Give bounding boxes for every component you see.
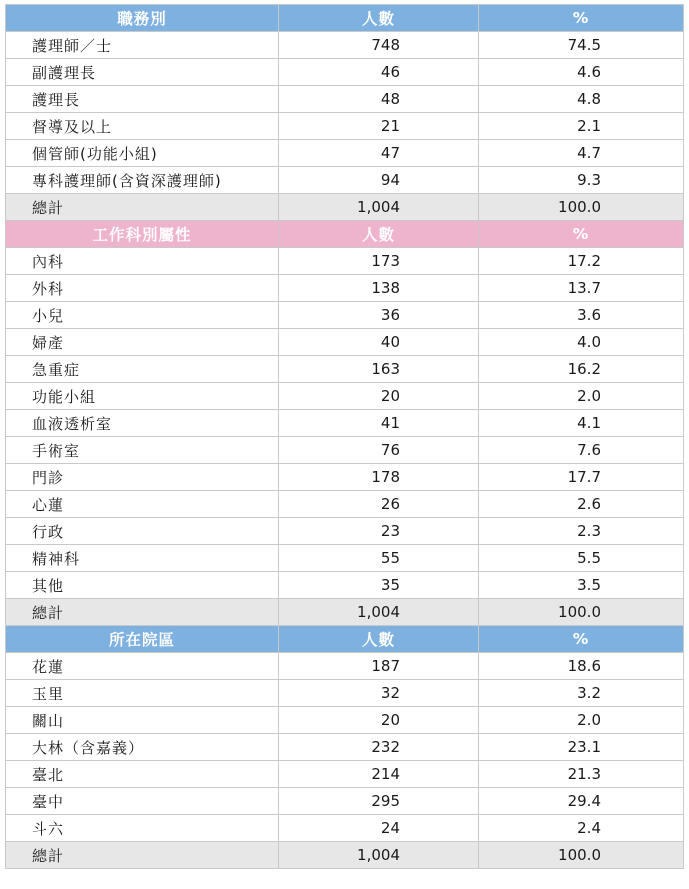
row-percent: 13.7 <box>479 275 684 302</box>
row-percent: 2.0 <box>479 383 684 410</box>
row-count: 138 <box>279 275 479 302</box>
total-percent: 100.0 <box>479 599 684 626</box>
row-percent: 16.2 <box>479 356 684 383</box>
table-row <box>6 302 684 329</box>
row-count: 35 <box>279 572 479 599</box>
table-row <box>6 788 684 815</box>
table-row <box>6 437 684 464</box>
count-header: 人數 <box>279 221 479 248</box>
row-percent: 2.4 <box>479 815 684 842</box>
row-percent: 3.6 <box>479 302 684 329</box>
row-percent: 4.7 <box>479 140 684 167</box>
section-campus <box>6 626 684 869</box>
table-row <box>6 734 684 761</box>
row-count: 48 <box>279 86 479 113</box>
row-count: 41 <box>279 410 479 437</box>
table-row <box>6 464 684 491</box>
row-count: 163 <box>279 356 479 383</box>
section-department <box>6 221 684 626</box>
table-row <box>6 491 684 518</box>
row-count: 173 <box>279 248 479 275</box>
total-label: 總計 <box>6 599 279 626</box>
count-header: 人數 <box>279 626 479 653</box>
row-count: 20 <box>279 383 479 410</box>
table-row <box>6 32 684 59</box>
row-count: 20 <box>279 707 479 734</box>
table-row <box>6 86 684 113</box>
section-job-title <box>6 5 684 221</box>
category-header: 職務別 <box>6 5 279 32</box>
row-label: 外科 <box>6 275 279 302</box>
total-label: 總計 <box>6 194 279 221</box>
row-percent: 21.3 <box>479 761 684 788</box>
row-label: 關山 <box>6 707 279 734</box>
total-row <box>6 194 684 221</box>
row-percent: 4.6 <box>479 59 684 86</box>
row-label: 護理師／士 <box>6 32 279 59</box>
row-label: 血液透析室 <box>6 410 279 437</box>
row-percent: 29.4 <box>479 788 684 815</box>
row-label: 精神科 <box>6 545 279 572</box>
row-label: 護理長 <box>6 86 279 113</box>
table-row <box>6 356 684 383</box>
table-row <box>6 248 684 275</box>
row-percent: 2.0 <box>479 707 684 734</box>
section-header <box>6 626 684 653</box>
row-percent: 7.6 <box>479 437 684 464</box>
section-header <box>6 5 684 32</box>
row-percent: 2.6 <box>479 491 684 518</box>
row-percent: 4.8 <box>479 86 684 113</box>
row-percent: 18.6 <box>479 653 684 680</box>
statistics-document <box>5 4 683 869</box>
table-row <box>6 815 684 842</box>
row-label: 急重症 <box>6 356 279 383</box>
row-percent: 74.5 <box>479 32 684 59</box>
table-row <box>6 653 684 680</box>
table-row <box>6 680 684 707</box>
row-percent: 5.5 <box>479 545 684 572</box>
total-count: 1,004 <box>279 194 479 221</box>
section-header <box>6 221 684 248</box>
row-count: 232 <box>279 734 479 761</box>
row-percent: 2.1 <box>479 113 684 140</box>
total-row <box>6 842 684 869</box>
total-count: 1,004 <box>279 842 479 869</box>
total-row <box>6 599 684 626</box>
row-percent: 4.0 <box>479 329 684 356</box>
table-row <box>6 545 684 572</box>
row-label: 斗六 <box>6 815 279 842</box>
row-label: 副護理長 <box>6 59 279 86</box>
row-percent: 4.1 <box>479 410 684 437</box>
table-row <box>6 140 684 167</box>
row-count: 187 <box>279 653 479 680</box>
row-count: 295 <box>279 788 479 815</box>
table-row <box>6 761 684 788</box>
row-label: 個管師(功能小組) <box>6 140 279 167</box>
table-row <box>6 113 684 140</box>
row-percent: 23.1 <box>479 734 684 761</box>
row-count: 24 <box>279 815 479 842</box>
row-count: 47 <box>279 140 479 167</box>
row-label: 小兒 <box>6 302 279 329</box>
row-percent: 3.5 <box>479 572 684 599</box>
table-row <box>6 518 684 545</box>
percent-header: % <box>479 221 684 248</box>
row-label: 內科 <box>6 248 279 275</box>
row-count: 55 <box>279 545 479 572</box>
row-percent: 9.3 <box>479 167 684 194</box>
table-row <box>6 410 684 437</box>
row-count: 36 <box>279 302 479 329</box>
row-label: 臺中 <box>6 788 279 815</box>
row-label: 行政 <box>6 518 279 545</box>
category-header: 所在院區 <box>6 626 279 653</box>
row-count: 21 <box>279 113 479 140</box>
row-label: 功能小組 <box>6 383 279 410</box>
category-header: 工作科別屬性 <box>6 221 279 248</box>
total-percent: 100.0 <box>479 194 684 221</box>
row-count: 748 <box>279 32 479 59</box>
row-count: 40 <box>279 329 479 356</box>
row-count: 214 <box>279 761 479 788</box>
total-percent: 100.0 <box>479 842 684 869</box>
row-count: 94 <box>279 167 479 194</box>
row-count: 46 <box>279 59 479 86</box>
total-label: 總計 <box>6 842 279 869</box>
percent-header: % <box>479 5 684 32</box>
total-count: 1,004 <box>279 599 479 626</box>
row-label: 花蓮 <box>6 653 279 680</box>
table-row <box>6 59 684 86</box>
row-label: 其他 <box>6 572 279 599</box>
row-label: 大林（含嘉義） <box>6 734 279 761</box>
row-percent: 3.2 <box>479 680 684 707</box>
statistics-table <box>5 4 684 869</box>
row-count: 26 <box>279 491 479 518</box>
row-percent: 17.2 <box>479 248 684 275</box>
table-row <box>6 572 684 599</box>
table-row <box>6 329 684 356</box>
percent-header: % <box>479 626 684 653</box>
row-count: 76 <box>279 437 479 464</box>
row-percent: 2.3 <box>479 518 684 545</box>
table-row <box>6 167 684 194</box>
row-count: 23 <box>279 518 479 545</box>
count-header: 人數 <box>279 5 479 32</box>
row-label: 玉里 <box>6 680 279 707</box>
row-count: 32 <box>279 680 479 707</box>
row-label: 婦產 <box>6 329 279 356</box>
row-label: 專科護理師(含資深護理師) <box>6 167 279 194</box>
table-row <box>6 275 684 302</box>
row-label: 督導及以上 <box>6 113 279 140</box>
row-label: 門診 <box>6 464 279 491</box>
row-count: 178 <box>279 464 479 491</box>
row-label: 心蓮 <box>6 491 279 518</box>
table-row <box>6 383 684 410</box>
row-percent: 17.7 <box>479 464 684 491</box>
table-row <box>6 707 684 734</box>
row-label: 手術室 <box>6 437 279 464</box>
row-label: 臺北 <box>6 761 279 788</box>
